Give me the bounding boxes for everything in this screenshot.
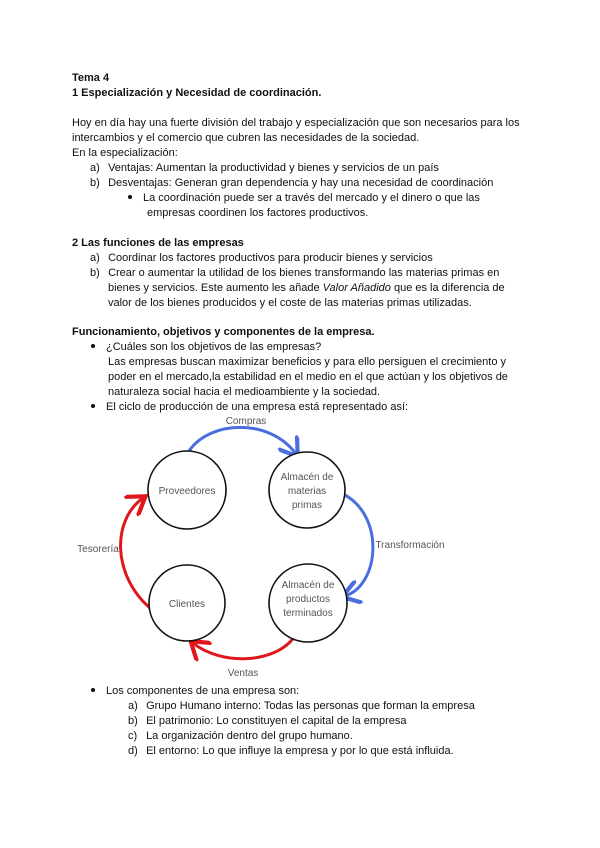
node-label: primas	[291, 500, 323, 511]
ventas-arrow	[193, 636, 295, 659]
section3-title: Funcionamiento, objetivos y componentes de la empresa.	[72, 326, 375, 338]
list-item-text: Grupo Humano interno: Todas las personas que forman la empresa	[146, 700, 475, 712]
edge-label-ventas: Ventas	[227, 668, 259, 679]
edge-label-transformacion: Transformación	[375, 540, 445, 551]
list-item-crear-line3: valor de los bienes producidos y el coste de las materias primas utilizadas.	[108, 297, 472, 309]
node-label: productos	[286, 594, 330, 605]
component-item	[128, 699, 475, 714]
node-label: Almacén de	[280, 472, 334, 483]
node-label: terminados	[283, 608, 333, 619]
list-item-text: Desventajas: Generan gran dependencia y hay una necesidad de coordinación	[108, 177, 494, 189]
component-item	[128, 744, 454, 759]
edge-label-compras: Compras	[225, 416, 267, 427]
valor-anadido-emphasis: Valor Añadido	[322, 282, 391, 294]
list-item-text: Ventajas: Aumentan la productividad y bienes y servicios de un país	[108, 162, 439, 174]
component-item	[128, 714, 407, 729]
bullet-componentes	[91, 684, 299, 699]
section1-paragraph-line1: Hoy en día hay una fuerte división del trabajo y especialización que son necesarios para los	[72, 117, 520, 129]
sub-bullet-text: La coordinación puede ser a través del mercado y el dinero o que las	[143, 192, 480, 204]
component-item	[128, 729, 353, 744]
bullet-text: ¿Cuáles son los objetivos de las empresas?	[106, 341, 322, 353]
text-run: que es la diferencia de	[390, 282, 505, 294]
list-item-text: La organización dentro del grupo humano.	[146, 730, 353, 742]
list-marker: d)	[128, 745, 138, 757]
section1-paragraph-line2: intercambios y el comercio que cubren las necesidades de la sociedad.	[72, 132, 420, 144]
tesoreria-arrow	[121, 498, 150, 608]
text-run: bienes y servicios. Este aumento les añade	[108, 282, 323, 294]
objetivos-answer-line3: naturaleza social hacia el medioambiente y la sociedad.	[108, 386, 381, 398]
bullet-text: Los componentes de una empresa son:	[106, 685, 300, 697]
list-marker: b)	[90, 267, 100, 279]
section1-title: 1 Especialización y Necesidad de coordinación.	[72, 87, 322, 99]
edge-label-tesoreria: Tesorería	[77, 544, 119, 555]
node-label: materias	[287, 486, 327, 497]
transformacion-arrow	[343, 494, 373, 596]
list-marker: a)	[90, 162, 100, 174]
bullet-text: El ciclo de producción de una empresa está representado así:	[106, 401, 409, 413]
node-label: Clientes	[168, 599, 206, 610]
list-item-text: El entorno: Lo que influye la empresa y por lo que está influida.	[146, 745, 454, 757]
list-item-text: El patrimonio: Lo constituyen el capital de la empresa	[146, 715, 407, 727]
section1-paragraph-line3: En la especialización:	[72, 147, 178, 159]
list-marker: c)	[128, 730, 138, 742]
sub-bullet-continuation: empresas coordinen los factores productivos.	[147, 207, 369, 219]
list-item-text: Coordinar los factores productivos para producir bienes y servicios	[108, 252, 433, 264]
tema-heading: Tema 4	[72, 72, 110, 84]
list-item-text: Crear o aumentar la utilidad de los bienes transformando las materias primas en	[108, 267, 500, 279]
bullet-icon	[91, 688, 95, 692]
objetivos-answer-line2: poder en el mercado,la estabilidad en el medio en el que actúan y los objetivos de	[108, 371, 508, 383]
node-label: Almacén de	[281, 580, 335, 591]
list-marker: b)	[128, 715, 138, 727]
objetivos-answer-line1: Las empresas buscan maximizar beneficios y para ello persiguen el crecimiento y	[108, 356, 507, 368]
list-marker: b)	[90, 177, 100, 189]
section2-title: 2 Las funciones de las empresas	[72, 237, 244, 249]
list-marker: a)	[90, 252, 100, 264]
node-label: Proveedores	[158, 486, 216, 497]
list-marker: a)	[128, 700, 138, 712]
compras-arrow	[189, 427, 296, 454]
